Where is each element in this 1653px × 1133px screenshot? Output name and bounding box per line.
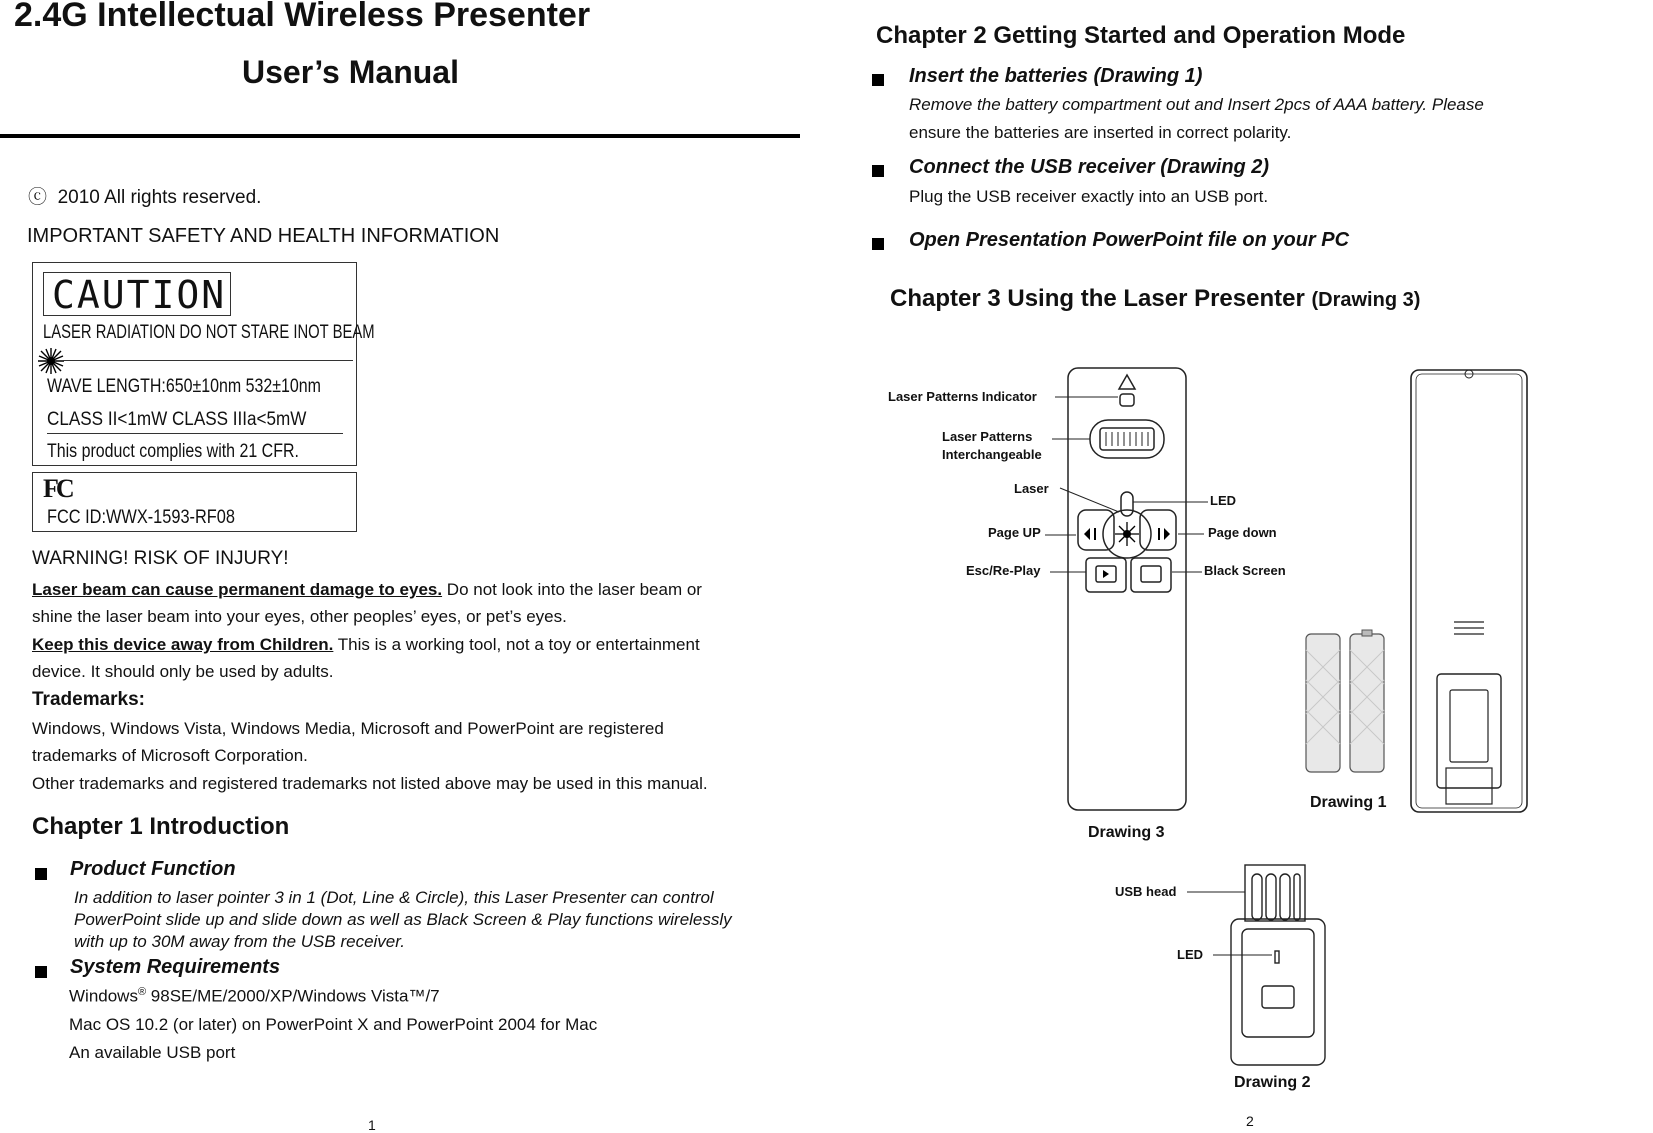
label-page-up: Page UP	[988, 525, 1041, 540]
label-usb-head: USB head	[1115, 884, 1177, 899]
warning-heading: WARNING! RISK OF INJURY!	[32, 548, 289, 569]
warning-para-1-line2: shine the laser beam into your eyes, other peoples’ eyes, or pet’s eyes.	[32, 607, 567, 626]
drawing-2	[1187, 865, 1325, 1065]
trademarks-line-1: Windows, Windows Vista, Windows Media, Microsoft and PowerPoint are registered	[32, 719, 664, 738]
warning-para-2: Keep this device away from Children. This is a working tool, not a toy or entertainment	[32, 635, 700, 654]
chapter-2-heading: Chapter 2 Getting Started and Operation Mode	[876, 22, 1406, 49]
page-down-arrow-icon	[1164, 528, 1170, 540]
drawing-1	[1306, 370, 1527, 812]
product-function-line-3: with up to 30M away from the USB receiver.	[74, 932, 406, 951]
pattern-wheel	[1090, 420, 1164, 458]
label-led: LED	[1210, 493, 1236, 508]
warning-para-2-line2: device. It should only be used by adults.	[32, 662, 334, 681]
label-usb-led: LED	[1177, 947, 1203, 962]
caution-wavelength: WAVE LENGTH:650±10nm 532±10nm	[47, 376, 321, 397]
usb-led	[1275, 951, 1279, 963]
label-laser-patterns-indicator: Laser Patterns Indicator	[888, 389, 1037, 404]
manual-subtitle: User’s Manual	[242, 54, 459, 90]
fcc-id: FCC ID:WWX-1593-RF08	[47, 507, 235, 528]
req-usb: An available USB port	[69, 1043, 236, 1062]
batteries-line-1: Remove the battery compartment out and Insert 2pcs of AAA battery. Please	[909, 95, 1484, 114]
safety-heading: IMPORTANT SAFETY AND HEALTH INFORMATION	[27, 225, 500, 247]
laser-button	[1121, 492, 1133, 516]
page-number-2: 2	[1246, 1113, 1254, 1129]
pattern-wheel-ticks	[1106, 432, 1148, 446]
trademarks-line-3: Other trademarks and registered trademarks not listed above may be used in this manual.	[32, 774, 708, 793]
batteries-line-2: ensure the batteries are inserted in correct polarity.	[909, 123, 1292, 142]
product-function-line-1: In addition to laser pointer 3 in 1 (Dot, Line & Circle), this Laser Presenter can control	[74, 888, 714, 907]
open-powerpoint-heading: Open Presentation PowerPoint file on your PC	[909, 229, 1350, 251]
battery-cover	[1411, 370, 1527, 812]
drawing-1-caption: Drawing 1	[1310, 794, 1387, 811]
copyright-line: ⓒ 2010 All rights reserved.	[28, 187, 262, 208]
page-up-arrow-icon	[1084, 528, 1090, 540]
chapter-3-heading: Chapter 3 Using the Laser Presenter (Drawing 3)	[890, 285, 1421, 312]
label-laser: Laser	[1014, 481, 1049, 496]
usb-receiver-line-1: Plug the USB receiver exactly into an USB port.	[909, 187, 1269, 206]
label-page-down: Page down	[1208, 525, 1277, 540]
label-interchangeable: Interchangeable	[942, 447, 1042, 462]
caution-class: CLASS II<1mW CLASS IIIa<5mW	[47, 409, 307, 430]
laser-indicator-icon	[1119, 375, 1135, 389]
label-esc-replay: Esc/Re-Play	[966, 563, 1041, 578]
req-mac: Mac OS 10.2 (or later) on PowerPoint X and PowerPoint 2004 for Mac	[69, 1015, 598, 1034]
copyright-icon: ⓒ	[28, 187, 48, 208]
batteries-heading: Insert the batteries (Drawing 1)	[909, 65, 1203, 87]
chapter-1-heading: Chapter 1 Introduction	[32, 813, 290, 840]
req-windows: Windows® 98SE/ME/2000/XP/Windows Vista™/7	[69, 986, 440, 1006]
usb-receiver-body	[1231, 919, 1325, 1065]
caution-complies: This product complies with 21 CFR.	[47, 441, 299, 462]
system-requirements-heading: System Requirements	[70, 956, 281, 978]
trademarks-line-2: trademarks of Microsoft Corporation.	[32, 746, 308, 765]
manual-title: 2.4G Intellectual Wireless Presenter	[14, 0, 591, 34]
drawing-3-caption: Drawing 3	[1088, 824, 1165, 841]
caution-warning-line: LASER RADIATION DO NOT STARE INOT BEAM	[43, 322, 375, 343]
usb-receiver-heading: Connect the USB receiver (Drawing 2)	[909, 156, 1270, 178]
caution-title: CAUTION	[52, 273, 227, 317]
label-laser-patterns: Laser Patterns	[942, 429, 1033, 444]
drawing-2-caption: Drawing 2	[1234, 1074, 1311, 1091]
play-icon	[1103, 570, 1109, 578]
label-black-screen: Black Screen	[1204, 563, 1286, 578]
product-function-heading: Product Function	[70, 858, 236, 880]
black-screen-button	[1131, 558, 1171, 592]
product-function-line-2: PowerPoint slide up and slide down as well as Black Screen & Play functions wirelessly	[74, 910, 732, 929]
page-number-1: 1	[368, 1117, 376, 1133]
fcc-logo: FC	[43, 474, 72, 503]
warning-para-1: Laser beam can cause permanent damage to eyes. Do not look into the laser beam or	[32, 580, 702, 599]
trademarks-heading: Trademarks:	[32, 689, 146, 710]
